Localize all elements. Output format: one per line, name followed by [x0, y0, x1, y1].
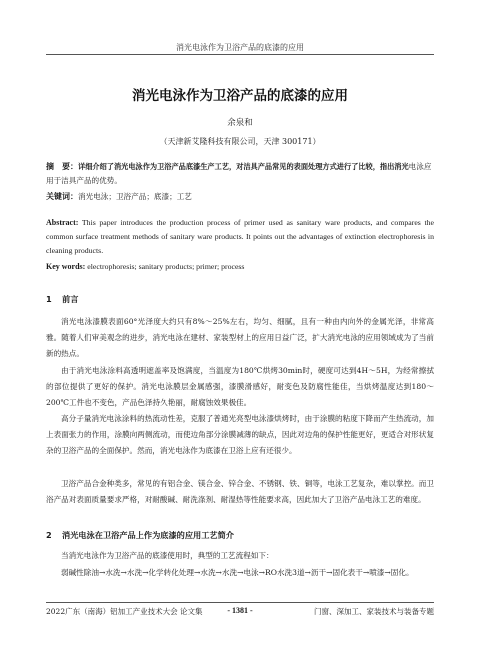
section-heading-1: [46, 294, 78, 305]
footer-rule: [46, 602, 434, 603]
abstract-cn-text: 电泳应用于洁具产品的优势。: [46, 162, 432, 185]
section-number: 1: [46, 294, 52, 304]
body-paragraph: 当消光电泳作为卫浴产品的底漆使用时，典型的工艺流程如下：: [61, 551, 274, 560]
abstract-en-label: Abstract:: [46, 218, 79, 227]
abstract-cn-bold-text: 详细介绍了消光电泳作为卫浴产品底漆生产工艺，对洁具产品常见的表面处理方式进行了比较，指出消光: [78, 162, 409, 171]
header-rule: [46, 54, 434, 55]
paper-title: 消光电泳作为卫浴产品的底漆的应用: [132, 88, 348, 104]
section-heading-2: [46, 530, 234, 541]
keywords-cn-label: 关键词：: [46, 192, 78, 201]
section-number: 2: [46, 530, 52, 540]
body-paragraph: 消光电泳漆膜表面60°光泽度大约只有8%～25%左右，均匀、细腻，且有一种由内向外的金属光泽，非常高雅。随着人们审美观念的进步，消光电泳在建材、家装型材上的应用日益广泛，扩大消光电泳的应用领域成为了当前新的热点。: [46, 317, 434, 358]
body-paragraph: 由于消光电泳涂料高透明遮盖率及饱满度，当温度为180℃烘烤30min时，硬度可达到4H～5H，为经常擦拭的部位提供了更好的保护。消光电泳膜层金属感强，漆膜滑感好，耐变色及防腐性能佳，当烘烤温度达到180～200℃工件也不变色，产品色泽持久艳丽，耐腐蚀效果极佳。: [46, 366, 434, 407]
footer-topic: 门窗、深加工、家装技术与装备专题: [314, 607, 434, 616]
keywords-en-text: electrophoresis; sanitary products; primer; process: [85, 262, 245, 271]
keywords-cn: [46, 190, 434, 204]
abstract-en-text: This paper introduces the production process of primer used as sanitary ware products, and compares the common surface treatment methods of sanitary ware products. It points out the advantages of extinction electrophoresis in cleaning products.: [46, 218, 434, 255]
author-affiliation: （天津新艾隆科技有限公司，天津 300171）: [159, 137, 321, 146]
process-flow-paragraph: 弱碱性除油→水洗→水洗→化学转化处理→水洗→水洗→电泳→RO水洗3道→沥干→固化表干→喷漆→固化。: [61, 568, 414, 577]
author-name: 余泉和: [227, 118, 253, 128]
abstract-cn-label: 摘 要：: [46, 162, 78, 171]
page-number: - 1381 -: [227, 606, 253, 615]
abstract-en: [46, 216, 434, 258]
abstract-cn: [46, 160, 434, 188]
keywords-en-label: Key words:: [46, 262, 86, 271]
body-paragraph: 高分子量消光电泳涂料的热流动性差，克服了普通光亮型电泳漆烘烤时，由于涂膜的粘度下降而产生热流动，加上表面张力的作用，涂膜向两侧流动，而使边角部分涂膜减薄的缺点，因此对边角的保护性能更好，更适合对形状复杂的卫浴产品的全面保护。然而，消光电泳作为底漆在卫浴上应有还很少。: [46, 414, 434, 455]
section-title: 前言: [62, 294, 79, 304]
page-footer: [46, 606, 434, 618]
keywords-cn-text: 消光电泳；卫浴产品；底漆；工艺: [78, 192, 192, 201]
footer-proceedings: 2022广东（南海）铝加工产业技术大会 论文集: [46, 607, 203, 616]
section-title: 消光电泳在卫浴产品上作为底漆的应用工艺简介: [62, 530, 234, 540]
running-head: 消光电泳作为卫浴产品的底漆的应用: [176, 43, 304, 52]
body-paragraph: 卫浴产品合金种类多，常见的有铝合金、镁合金、锌合金、不锈钢、铁、铜等，电泳工艺复杂，难以掌控。而卫浴产品对表面质量要求严格，对耐酸碱、耐洗涤剂、耐湿热等性能要求高，因此加大了卫浴产品电泳工艺的难度。: [46, 479, 434, 504]
keywords-en: [46, 260, 434, 274]
